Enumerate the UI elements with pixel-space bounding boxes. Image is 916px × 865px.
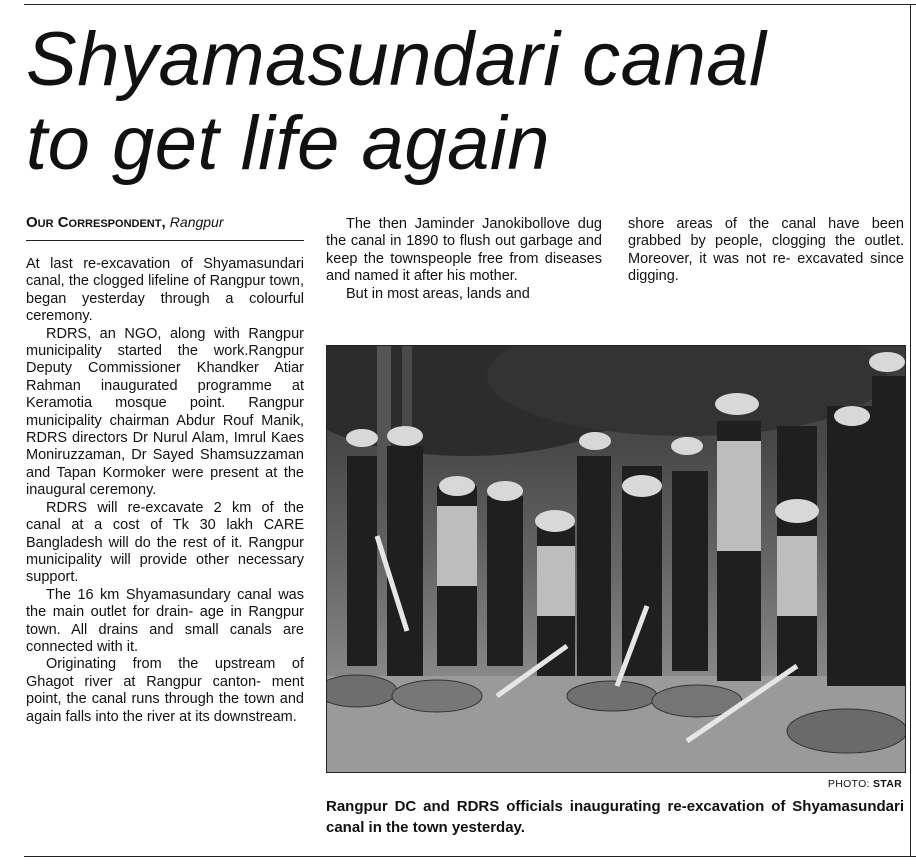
byline bbox=[26, 214, 304, 231]
paragraph: The 16 km Shyamasundary canal was the main outlet for drain- age in Rangpur town. All drains and small canals are connected with it. bbox=[26, 586, 304, 655]
photo-illustration bbox=[327, 346, 905, 772]
headline-line-1: Shyamasundari canal bbox=[26, 17, 767, 102]
byline-author: Our Correspondent, bbox=[26, 214, 166, 231]
byline-rule bbox=[26, 240, 304, 241]
top-rule bbox=[24, 4, 916, 5]
photo-credit bbox=[700, 778, 902, 790]
paragraph: But in most areas, lands and bbox=[346, 285, 530, 302]
article-column-3 bbox=[628, 216, 904, 286]
headline bbox=[26, 18, 906, 186]
paragraph: Originating from the upstream of Ghagot river at Rangpur canton- ment point, the canal runs through the town and again falls into the river at its downstream. bbox=[26, 656, 304, 725]
paragraph: shore areas of the canal have been grabbed by people, clogging the outlet. Moreover, it was not re- excavated since digging. bbox=[628, 216, 904, 285]
news-photo bbox=[326, 345, 906, 773]
photo-credit-source: STAR bbox=[872, 778, 902, 790]
bottom-rule bbox=[24, 856, 916, 857]
headline-line-2: to get life again bbox=[26, 101, 550, 186]
article-column-1 bbox=[26, 256, 304, 726]
paragraph: The then Jaminder Janokibollove dug the canal in 1890 to flush out garbage and keep the townspeople free from diseases and named it after his mother. bbox=[326, 216, 602, 285]
paragraph: At last re-excavation of Shyamasundari canal, the clogged lifeline of Rangpur town, began yesterday through a colourful ceremony. bbox=[26, 256, 304, 325]
photo-caption: Rangpur DC and RDRS officials inaugurating re-excavation of Shyamasundari canal in the town yesterday. bbox=[326, 798, 904, 836]
photo-credit-prefix: PHOTO: bbox=[827, 778, 873, 790]
article-column-2 bbox=[326, 216, 602, 303]
byline-location: Rangpur bbox=[169, 214, 224, 230]
paragraph: RDRS will re-excavate 2 km of the canal at a cost of Tk 30 lakh CARE Bangladesh will do the rest of it. Rangpur municipality will provide other necessary support. bbox=[26, 499, 304, 586]
paragraph: RDRS, an NGO, along with Rangpur municipality started the work.Rangpur Deputy Commissioner Khandker Atiar Rahman inaugurated programme at Keramotia mosque point. Rangpur municipality chairman Abdur Rouf Manik, RDRS directors Dr Nurul Alam, Imrul Kaes Moniruzzaman, Dr Sayed Shamsuzzaman and Tapan Kormoker were present at the inaugural ceremony. bbox=[26, 325, 304, 499]
right-rule bbox=[910, 4, 911, 856]
